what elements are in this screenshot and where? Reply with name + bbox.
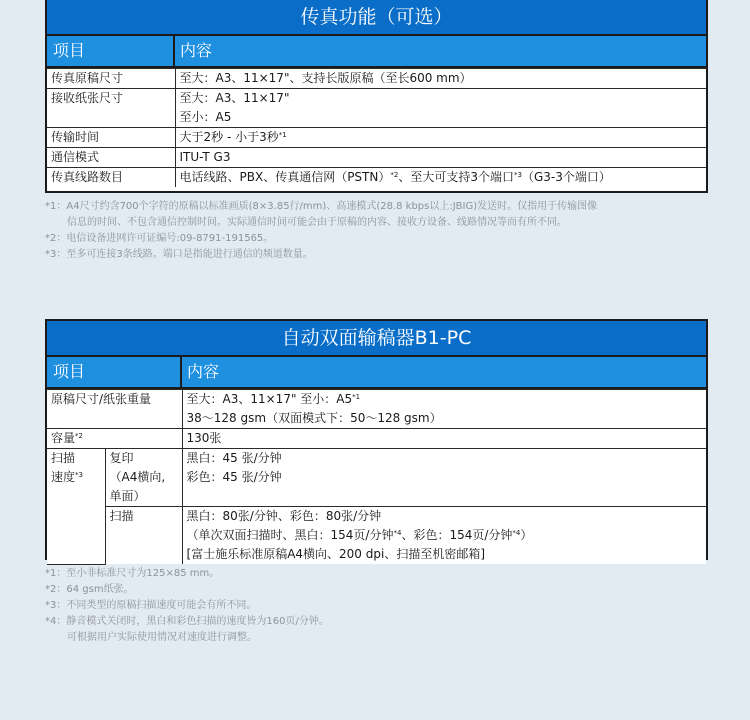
row-label: 通信模式 bbox=[47, 148, 175, 168]
label-text: 扫描 bbox=[51, 451, 76, 465]
dadf-footnotes bbox=[45, 566, 725, 646]
table-row bbox=[47, 69, 706, 89]
dadf-title: 自动双面输稿器B1-PC bbox=[47, 321, 706, 357]
value-line: 彩色：45 张/分钟 bbox=[186, 470, 282, 484]
table-row bbox=[47, 168, 706, 188]
value-line: 黑白：80张/分钟、彩色：80张/分钟 bbox=[186, 509, 382, 523]
row-value bbox=[175, 89, 706, 128]
row-value bbox=[175, 128, 706, 148]
dadf-table-header bbox=[47, 357, 706, 389]
row-label: 原稿尺寸/纸张重量 bbox=[47, 390, 182, 429]
table-row bbox=[47, 128, 706, 148]
value-line: 至小：A5 bbox=[179, 110, 232, 124]
row-value bbox=[182, 390, 706, 429]
footnote: *3：至多可连接3条线路。端口是指能进行通信的频道数量。 bbox=[45, 249, 313, 260]
fax-spec-table bbox=[47, 68, 706, 187]
footnote-ref: *4 bbox=[512, 529, 521, 537]
row-label bbox=[47, 429, 182, 449]
value-text: （单次双面扫描时、黑白：154页/分钟 bbox=[186, 528, 394, 542]
footnote: *1：至小非标准尺寸为125×85 mm。 bbox=[45, 568, 220, 579]
value-text: 至大：A3、11×17" 至小：A5 bbox=[186, 392, 353, 406]
fax-spec-box bbox=[45, 0, 708, 193]
row-value bbox=[182, 507, 706, 565]
table-row bbox=[47, 148, 706, 168]
dadf-spec-box bbox=[45, 319, 708, 560]
row-value: 至大：A3、11×17"、支持长版原稿（至长600 mm） bbox=[175, 69, 706, 89]
label-text: 速度 bbox=[51, 470, 76, 484]
fax-table-header bbox=[47, 36, 706, 68]
row-value bbox=[175, 168, 706, 188]
footnote-ref: *2 bbox=[75, 432, 83, 440]
row-value: ITU-T G3 bbox=[175, 148, 706, 168]
value-text: 电话线路、PBX、传真通信网（PSTN） bbox=[179, 170, 391, 184]
row-label: 传真原稿尺寸 bbox=[47, 69, 175, 89]
value-text: 、彩色：154页/分钟 bbox=[401, 528, 513, 542]
value-text: ） bbox=[520, 528, 533, 542]
row-label: 接收纸张尺寸 bbox=[47, 89, 175, 128]
table-row bbox=[47, 390, 706, 429]
dadf-header-content: 内容 bbox=[187, 362, 220, 381]
fax-title: 传真功能（可选） bbox=[47, 0, 706, 36]
scan-speed-label bbox=[47, 449, 105, 565]
value-text: 大于2秒 - 小于3秒 bbox=[179, 130, 279, 144]
value-line bbox=[187, 526, 702, 545]
fax-header-item: 项目 bbox=[47, 36, 175, 66]
value-line: 至大：A3、11×17" bbox=[179, 91, 290, 105]
footnote: 可根据用户实际使用情况对速度进行调整。 bbox=[67, 632, 257, 643]
footnote-ref: *3 bbox=[75, 471, 83, 479]
footnote-ref: *1 bbox=[352, 393, 361, 401]
value-line bbox=[187, 390, 702, 409]
value-text: 、至大可支持3个端口 bbox=[398, 170, 514, 184]
table-row bbox=[47, 507, 706, 565]
footnote-ref: *4 bbox=[393, 529, 402, 537]
footnote: 信息的时间、不包含通信控制时间。实际通信时间可能会由于原稿的内容、接收方设备、线路情况等而有所不同。 bbox=[67, 217, 567, 228]
value-text: （G3-3个端口） bbox=[521, 170, 611, 184]
dadf-spec-table bbox=[47, 389, 706, 565]
footnote: *4：静音模式关闭时，黑白和彩色扫描的速度皆为160页/分钟。 bbox=[45, 616, 329, 627]
fax-header-content: 内容 bbox=[180, 41, 213, 60]
dadf-header-item: 项目 bbox=[47, 357, 182, 387]
footnote-ref: *1 bbox=[278, 131, 287, 139]
table-row bbox=[47, 429, 706, 449]
label-line bbox=[51, 468, 101, 487]
footnote: *2：64 gsm纸张。 bbox=[45, 584, 134, 595]
value-line: 38～128 gsm（双面模式下：50～128 gsm） bbox=[186, 411, 442, 425]
table-row bbox=[47, 449, 706, 507]
row-value: 130张 bbox=[182, 429, 706, 449]
row-value bbox=[182, 449, 706, 507]
label-text: 复印 bbox=[109, 451, 134, 465]
scan-label: 扫描 bbox=[105, 507, 182, 565]
row-label: 传真线路数目 bbox=[47, 168, 175, 188]
fax-footnotes bbox=[45, 199, 725, 263]
row-label: 传输时间 bbox=[47, 128, 175, 148]
value-line: 黑白：45 张/分钟 bbox=[186, 451, 282, 465]
copy-label bbox=[105, 449, 182, 507]
label-text: 单面） bbox=[109, 489, 146, 503]
footnote-ref: *2 bbox=[390, 171, 399, 179]
label-text: （A4横向, bbox=[109, 470, 166, 484]
table-row bbox=[47, 89, 706, 128]
value-line: [富士施乐标准原稿A4横向、200 dpi、扫描至机密邮箱] bbox=[186, 547, 486, 561]
footnote: *3：不同类型的原稿扫描速度可能会有所不同。 bbox=[45, 600, 257, 611]
footnote: *2：电信设备进网许可证编号:09-8791-191565。 bbox=[45, 233, 274, 244]
footnote-ref: *3 bbox=[513, 171, 522, 179]
label-text: 容量 bbox=[51, 431, 76, 445]
footnote: *1：A4尺寸约含700个字符的原稿以标准画质(8×3.85行/mm)、高速模式(28.8 kbps以上:JBIG)发送时。仅指用于传输图像 bbox=[45, 201, 598, 212]
